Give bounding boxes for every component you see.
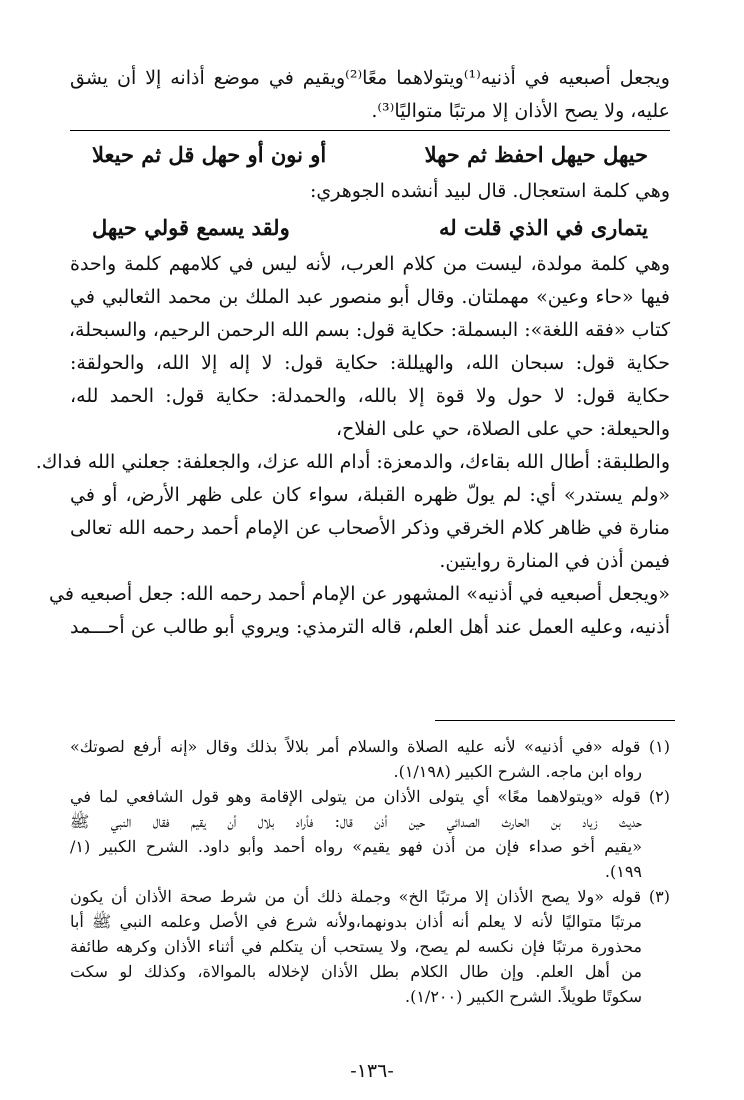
footnote-line: (٣) قوله «ولا يصح الأذان إلا مرتبًا الخ» وجملة ذلك أن من شرط صحة الأذان أن يكون — [70, 887, 670, 906]
section-divider — [70, 130, 670, 131]
page-number: -١٣٦- — [350, 1060, 394, 1082]
text-line: حكاية قول: سبحان الله، والهيللة: حكاية قول: لا إله إلا الله، والحولقة: — [70, 352, 670, 374]
main-text — [35, 58, 670, 644]
footnote-line: (١) قوله «في أذنيه» لأنه عليه الصلاة والسلام أمر بلالاً بذلك وقال «إنه أرفع لصوتك» — [70, 737, 670, 756]
verse-first-hemistich: يتمارى في الذي قلت له — [438, 215, 648, 240]
footnote-divider — [435, 720, 675, 721]
footnote-line: (٢) قوله «ويتولاهما معًا» أي يتولى الأذان من يتولى الإقامة وهو قول الشافعي لما في — [70, 787, 670, 806]
text-line: ويجعل أصبعيه في أذنيه⁽¹⁾ويتولاهما معًا⁽²⁾ويقيم في موضع أذانه إلا أن يشق — [70, 67, 670, 89]
text-line: وهي كلمة مولدة، ليست من كلام العرب، لأنه ليس في كلامهم كلمة واحدة — [70, 253, 670, 275]
verse-first-hemistich: حيهل حيهل احفظ ثم حهلا — [424, 142, 648, 167]
text-line: «ولم يستدر» أي: لم يولّ ظهره القبلة، سواء كان على ظهر الأرض، أو في — [70, 484, 670, 506]
verse-second-hemistich: ولقد يسمع قولي حيهل — [92, 215, 290, 240]
verse-second-hemistich: أو نون أو حهل قل ثم حيعلا — [92, 142, 327, 167]
footnote-line: من أهل العلم. وإن طال الكلام بطل الأذان لإخلاله بالموالاة، وكذلك لو سكت — [70, 962, 642, 981]
footnote-line: حديث زياد بن الحارث الصدائي حين أذن قال: فأراد بلال أن يقيم فقال النبي ﷺ — [70, 812, 642, 831]
text-line: حكاية قول: لا حول ولا قوة إلا بالله، والحمدلة: حكاية قول: الحمد لله، — [70, 385, 670, 407]
footnotes — [70, 734, 670, 1009]
text-line: «ويجعل أصبعيه في أذنيه» المشهور عن الإمام أحمد رحمه الله: جعل أصبعيه في — [49, 583, 670, 605]
text-line: أذنيه، وعليه العمل عند أهل العلم، قاله الترمذي: ويروي أبو طالب عن أحـــمد — [70, 616, 670, 638]
footnote-line: سكوتًا طويلاً. الشرح الكبير (١/٢٠٠). — [405, 987, 642, 1006]
footnote — [70, 734, 670, 784]
footnote — [70, 784, 670, 884]
footnote-line: ١٩٩). — [604, 862, 642, 881]
footnote-line: مرتبًا متواليًا لأنه لا يعلم أنه أذان بدونهما،ولأنه شرع في الأصل وعلمه النبي ﷺ أبا — [70, 912, 642, 931]
text-line: والحيعلة: حي على الصلاة، حي على الفلاح، — [336, 418, 670, 440]
footnote-line: «يقيم أخو صداء فإن من أذن فهو يقيم» رواه أحمد وأبو داود. الشرح الكبير (١/ — [70, 837, 642, 856]
text-line: فيها «حاء وعين» مهملتان. وقال أبو منصور عبد الملك بن محمد الثعالبي في — [70, 286, 670, 308]
text-line: عليه، ولا يصح الأذان إلا مرتبًا متواليًا⁽³⁾. — [371, 100, 670, 122]
text-line: وهي كلمة استعجال. قال لبيد أنشده الجوهري: — [309, 180, 670, 202]
text-line: والطلبقة: أطال الله بقاءك، والدمعزة: أدام الله عزك، والجعلفة: جعلني الله فداك. — [35, 451, 670, 473]
verse-line — [70, 135, 670, 175]
verse-line — [70, 208, 670, 248]
footnote-line: رواه ابن ماجه. الشرح الكبير (١/١٩٨). — [393, 762, 642, 781]
footnote-line: محذورة مرتبًا فإن نكسه لم يصح، ولا يستحب أن يتكلم في أثناء الأذان وكرهه طائفة — [70, 937, 642, 956]
text-line: كتاب «فقه اللغة»: البسملة: حكاية قول: بسم الله الرحمن الرحيم، والسبحلة، — [68, 319, 670, 341]
text-line: فيمن أذن في المنارة روايتين. — [439, 550, 670, 572]
text-line: منارة في ظاهر كلام الخرقي وذكر الأصحاب عن الإمام أحمد رحمه الله تعالى — [70, 517, 670, 539]
footnote — [70, 884, 670, 1009]
